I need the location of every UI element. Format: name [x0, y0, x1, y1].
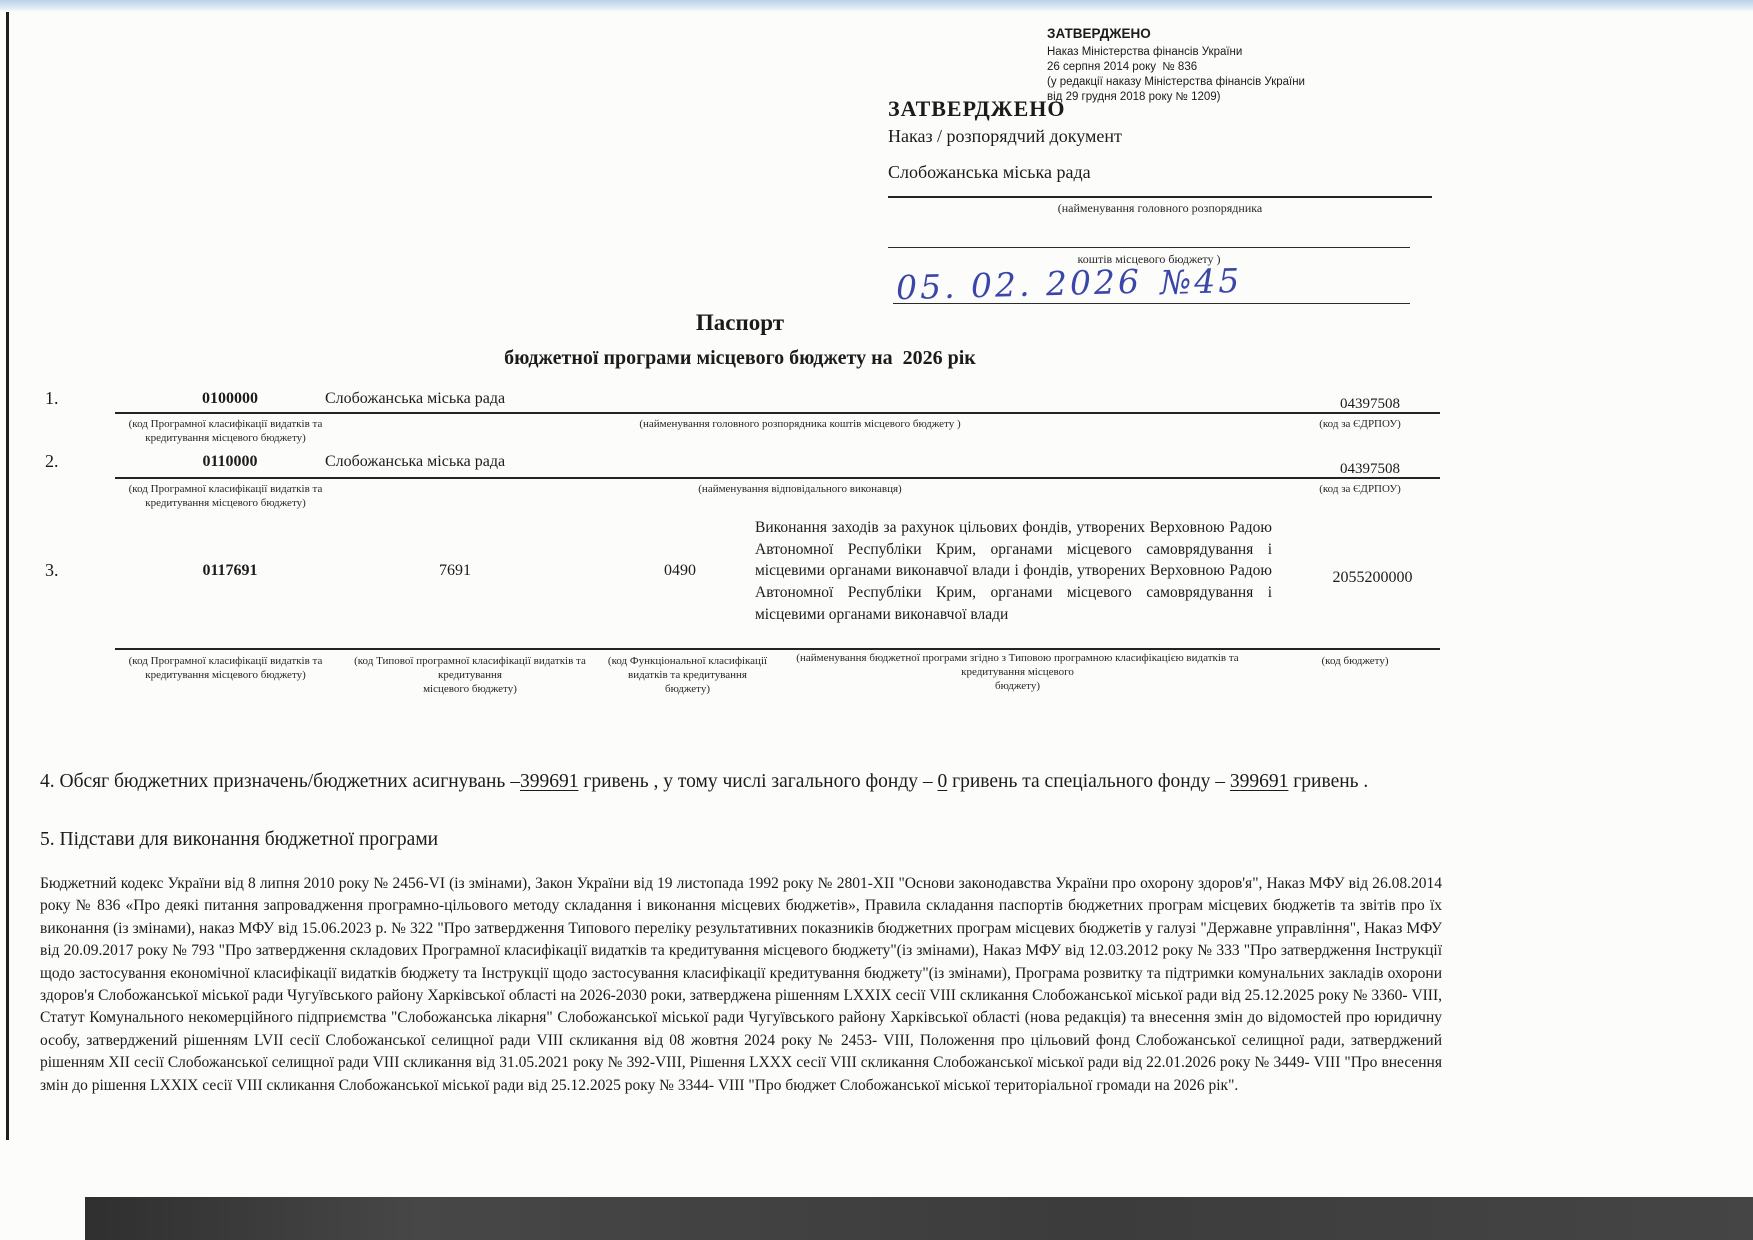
- item-1-caption-code: (код Програмної класифікації видатків та кредитування місцевого бюджету): [128, 418, 323, 444]
- section-4-mid2: гривень та спеціального фонду –: [947, 771, 1230, 792]
- scan-artifact-bottom-bar: [85, 1197, 1753, 1240]
- handwritten-date: 05. 02. 2026: [895, 261, 1143, 308]
- item-2-edrpou-code: 04397508: [1340, 461, 1400, 477]
- item-1-org-name: Слобожанська міська рада: [325, 390, 506, 407]
- general-fund-amount: 0: [937, 771, 948, 792]
- section-4-suffix: гривень .: [1288, 771, 1369, 792]
- item-3-program-name: Виконання заходів за рахунок цільових фондів, утворених Верховною Радою Автономної Республіки Крим, органами місцевого самоврядування і місцевими органами виконавчої влади і фондів, утворених Верховною Радою Автономної Республіки Крим, органами місцевого самоврядування і місцевими органами виконавчої влади: [755, 519, 1272, 623]
- item-3-number: 3.: [45, 560, 59, 580]
- item-1-number: 1.: [45, 388, 59, 408]
- item-1-program-code: 0100000: [202, 390, 258, 407]
- handwritten-document-number: №45: [1159, 260, 1243, 303]
- approval-subtitle: Наказ / розпорядчий документ: [888, 126, 1122, 146]
- item-3-program-code: 0117691: [202, 562, 258, 579]
- signature-line-2: [888, 247, 1410, 248]
- item-1-caption-name: (найменування головного розпорядника коштів місцевого бюджету ): [639, 418, 961, 430]
- item-3-caption-code: (код Програмної класифікації видатків та кредитування місцевого бюджету): [128, 655, 323, 681]
- stamp-line-2: 26 серпня 2014 року № 836: [1047, 61, 1198, 73]
- approval-title: ЗАТВЕРДЖЕНО: [888, 96, 1066, 121]
- signature-line-3: [893, 303, 1410, 304]
- item-2-number: 2.: [45, 451, 59, 471]
- stamp-line-4: від 29 грудня 2018 року № 1209): [1047, 91, 1221, 103]
- doc-subtitle: бюджетної програми місцевого бюджету на 2026 рік: [504, 347, 976, 369]
- item-2-rule-line: [115, 477, 1440, 479]
- section-5-heading: 5. Підстави для виконання бюджетної програми: [40, 829, 439, 850]
- section-5-body: Бюджетний кодекс України від 8 липня 2010 року № 2456-VI (із змінами), Закон України від 19 листопада 1992 року № 2801-XII "Основи законодавства України про охорону здоров'я", Наказ МФУ від 26.08.2014 року № 836 «Про деякі питання запровадження програмно-цільового методу складання і виконання місцевих бюджетів», Правила складання паспортів бюджетних програм місцевих бюджетів та звітів про їх виконання (із змінами), наказ МФУ від 15.06.2023 р. № 322 "Про затвердження Типового переліку результативних показників бюджетних програм місцевих бюджетів у галузі "Державне управління", Наказ МФУ від 20.09.2017 року № 793 "Про затвердження складових Програмної класифікації видатків та кредитування місцевого бюджету"(із змінами), Наказ МФУ від 12.03.2012 року № 333 "Про затвердження Інструкції щодо застосування економічної класифікації видатків бюджету та Інструкції щодо застосування класифікації кредитування бюджету"(із змінами), Програма розвитку та підтримки комунальних закладів охорони здоров'я Слобожанської міської ради Чугуївського району Харківської області на 2026-2030 роки, затверджена рішенням LXXIX сесії VIII скликання Слобожанської міської ради від 25.12.2025 року № 3360- VIII, Статут Комунального некомерційного підприємства "Слобожанська лікарня" Слобожанської міської ради Чугуївського району Харківської області (нова редакція) та внесення змін до відомостей про юридичну особу, затверджений рішенням LVII сесії Слобожанської селищної ради VIII скликання від 08 жовтня 2024 року № 2453- VIII, Положення про цільовий фонд Слобожанської селищної ради, затверджений рішенням XII сесії Слобожанської селищної ради VIII скликання від 31.05.2021 року № 392-VIII, Рішення LXXX сесії VIII скликання Слобожанської міської ради від 22.01.2026 року № 3449- VIII "Про внесення змін до рішення LXXIX сесії VIII скликання Слобожанської міської ради від 25.12.2025 року № 3344- VIII "Про бюджет Слобожанської міської територіальної громади на 2026 рік".: [40, 875, 1442, 1094]
- item-2-org-name: Слобожанська міська рада: [325, 453, 506, 470]
- item-2-program-code: 0110000: [202, 453, 258, 470]
- item-2-caption-code: (код Програмної класифікації видатків та кредитування місцевого бюджету): [128, 483, 323, 509]
- item-2-caption-executor: (найменування відповідального виконавця): [698, 483, 902, 495]
- item-1-edrpou-code: 04397508: [1340, 396, 1400, 412]
- stamp-line-1: Наказ Міністерства фінансів України: [1047, 46, 1243, 58]
- item-1-caption-edrpou: (код за ЄДРПОУ): [1319, 418, 1401, 430]
- item-3-caption-program: (найменування бюджетної програми згідно з Типовою програмною класифікацією видатків та кредитування місцевого бюджету): [796, 652, 1239, 692]
- scan-artifact-left-edge: [6, 12, 9, 1140]
- section-4-paragraph: [40, 766, 1435, 797]
- ministry-approval-stamp: [1047, 26, 1467, 105]
- item-3-budget-code: 2055200000: [1332, 569, 1413, 586]
- item-3-caption-kfk: (код Функціональної класифікації видатків та кредитування бюджету): [607, 655, 768, 695]
- item-3-caption-budget: (код бюджету): [1321, 655, 1389, 667]
- item-3-ktpkv-code: 7691: [439, 562, 471, 579]
- stamp-line-3: (у редакції наказу Міністерства фінансів України: [1047, 76, 1305, 88]
- section-4-prefix: 4. Обсяг бюджетних призначень/бюджетних асигнувань –: [40, 771, 520, 792]
- approver-name: Слобожанська міська рада: [888, 162, 1091, 182]
- item-3-rule-line: [115, 648, 1440, 650]
- item-3-kfk-code: 0490: [664, 562, 696, 579]
- signature-line-1: [888, 196, 1432, 198]
- section-4-mid1: гривень , у тому числі загального фонду –: [578, 771, 938, 792]
- item-1-rule-line: [115, 412, 1440, 414]
- doc-title: Паспорт: [695, 310, 785, 335]
- special-fund-amount: 399691: [1229, 771, 1289, 792]
- item-3-caption-ktpkv: (код Типової програмної класифікації видатків та кредитування місцевого бюджету): [354, 655, 586, 695]
- stamp-title: ЗАТВЕРДЖЕНО: [1047, 26, 1151, 41]
- caption-chief-administrator: (найменування головного розпорядника: [1057, 201, 1263, 215]
- item-2-caption-edrpou: (код за ЄДРПОУ): [1319, 483, 1401, 495]
- total-amount: 399691: [519, 771, 579, 792]
- scan-artifact-top-streak: [0, 0, 1753, 12]
- caption-local-budget-funds: коштів місцевого бюджету ): [1077, 252, 1221, 266]
